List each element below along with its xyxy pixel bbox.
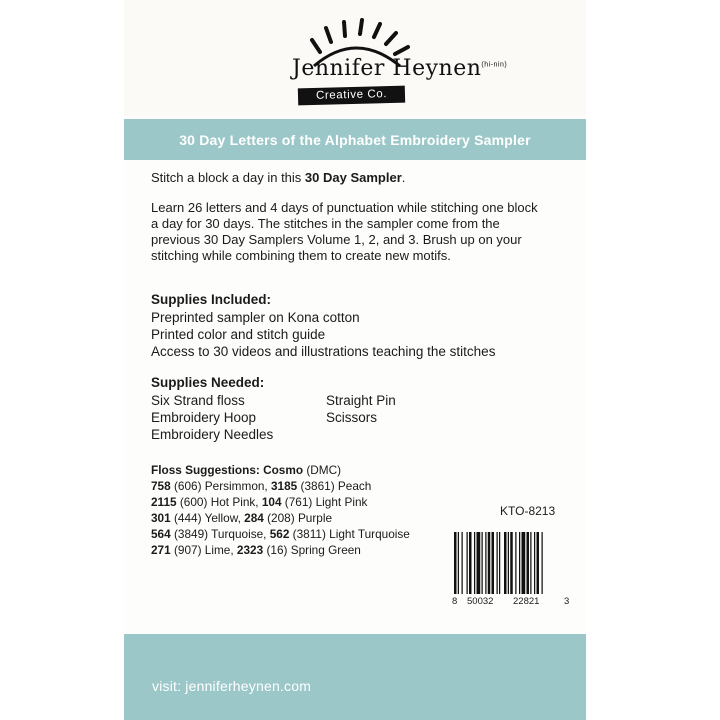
barcode-digit: 50032 xyxy=(467,596,494,607)
supplies-needed-item: Six Strand floss xyxy=(151,393,245,408)
supplies-included-item: Printed color and stitch guide xyxy=(151,327,326,342)
description xyxy=(151,200,561,264)
product-card xyxy=(124,0,586,720)
supplies-included-item: Preprinted sampler on Kona cotton xyxy=(151,310,360,325)
supplies-needed-item: Scissors xyxy=(326,410,378,425)
sku-number: KTO-8213 xyxy=(500,504,556,518)
description-line: stitching while combining them to create new motifs. xyxy=(151,248,451,263)
brand-pronunciation: (hi-nin) xyxy=(481,61,508,69)
floss-line: 271 (907) Lime, 2323 (16) Spring Green xyxy=(151,543,361,557)
intro-text: Stitch a block a day in this 30 Day Sampler. xyxy=(151,170,406,185)
floss-line: 758 (606) Persimmon, 3185 (3861) Peach xyxy=(151,479,372,493)
barcode-digit: 3 xyxy=(564,596,570,607)
description-line: Learn 26 letters and 4 days of punctuation while stitching one block xyxy=(151,200,538,215)
title-band xyxy=(124,119,586,160)
product-title: 30 Day Letters of the Alphabet Embroidery Sampler xyxy=(179,131,531,148)
barcode-digit: 22821 xyxy=(513,596,540,607)
brand-name: Jennifer Heynen$^{(hi-nin)}$ xyxy=(292,56,508,81)
intro-bold: 30 Day Sampler xyxy=(304,170,402,185)
description-line: a day for 30 days. The stitches in the sampler come from the xyxy=(151,216,500,231)
barcode-icon xyxy=(452,532,568,596)
brand-tagline: Creative Co. xyxy=(298,86,406,106)
supplies-included-heading: Supplies Included: xyxy=(151,292,272,307)
floss-line: 301 (444) Yellow, 284 (208) Purple xyxy=(151,511,333,525)
supplies-needed-item: Embroidery Hoop xyxy=(151,410,257,425)
floss-heading: Floss Suggestions: Cosmo (DMC) xyxy=(151,463,342,477)
logo-area xyxy=(124,0,586,116)
supplies-needed-heading: Supplies Needed: xyxy=(151,375,265,390)
floss-line: 2115 (600) Hot Pink, 104 (761) Light Pink xyxy=(151,495,368,509)
footer-band xyxy=(124,634,586,720)
barcode-digit: 8 xyxy=(452,596,458,607)
supplies-needed-item: Embroidery Needles xyxy=(151,427,274,442)
website-link[interactable]: visit: jenniferheynen.com xyxy=(152,678,312,694)
supplies-needed-item: Straight Pin xyxy=(326,393,396,408)
supplies-included-item: Access to 30 videos and illustrations teaching the stitches xyxy=(151,344,496,359)
floss-line: 564 (3849) Turquoise, 562 (3811) Light Turquoise xyxy=(151,527,410,541)
description-line: previous 30 Day Samplers Volume 1, 2, and 3. Brush up on your xyxy=(151,232,522,247)
